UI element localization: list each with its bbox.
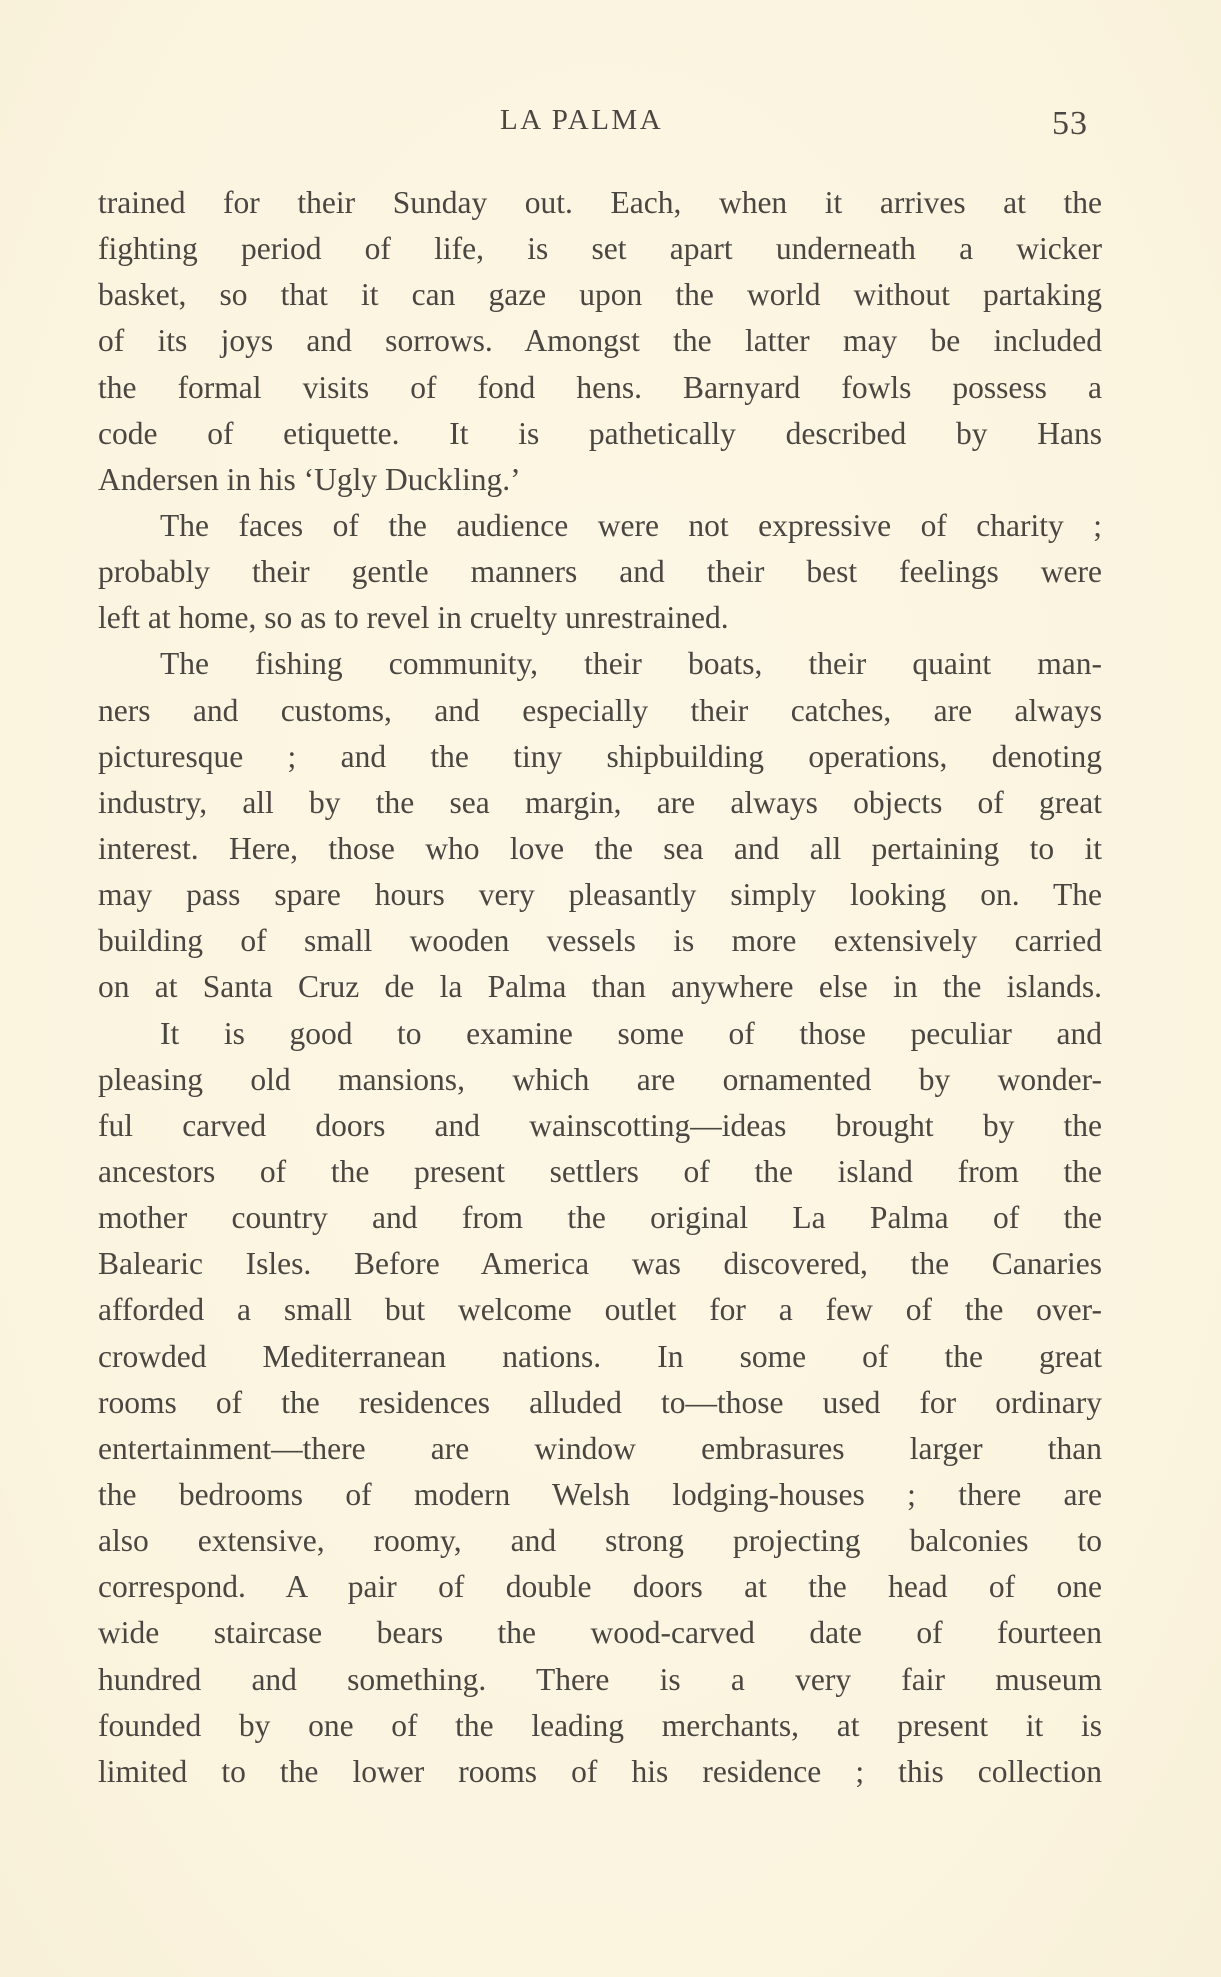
text-line: ners and customs, and especially their catches, are always	[98, 692, 1102, 728]
running-title: LA PALMA	[500, 104, 664, 136]
text-line: basket, so that it can gaze upon the world without partaking	[98, 277, 1102, 313]
text-line: may pass spare hours very pleasantly simply looking on. The	[98, 877, 1102, 913]
text-line: ancestors of the present settlers of the island from the	[98, 1153, 1102, 1189]
paragraph-3	[98, 641, 1102, 1010]
text-line: code of etiquette. It is pathetically described by Hans	[98, 415, 1102, 451]
text-line: probably their gentle manners and their best feelings were	[98, 554, 1102, 590]
paragraph-2	[98, 503, 1102, 641]
text-line: industry, all by the sea margin, are always objects of great	[98, 784, 1102, 820]
text-line: of its joys and sorrows. Amongst the latter may be included	[98, 323, 1102, 359]
text-line: The fishing community, their boats, their quaint man-	[160, 646, 1102, 682]
text-line: on at Santa Cruz de la Palma than anywhere else in the islands.	[98, 969, 1102, 1005]
text-line: correspond. A pair of double doors at the head of one	[98, 1569, 1102, 1605]
text-line: founded by one of the leading merchants, at present it is	[98, 1707, 1102, 1743]
text-line: picturesque ; and the tiny shipbuilding operations, denoting	[98, 738, 1102, 774]
text-line: limited to the lower rooms of his residence ; this collection	[98, 1753, 1102, 1789]
text-line: Andersen in his ‘Ugly Duckling.’	[98, 461, 521, 497]
text-line: pleasing old mansions, which are ornamented by wonder-	[98, 1061, 1102, 1097]
text-line: the bedrooms of modern Welsh lodging-houses ; there are	[98, 1476, 1102, 1512]
text-line: It is good to examine some of those peculiar and	[160, 1015, 1102, 1051]
text-line: the formal visits of fond hens. Barnyard fowls possess a	[98, 369, 1102, 405]
text-line: building of small wooden vessels is more extensively carried	[98, 923, 1102, 959]
text-line: interest. Here, those who love the sea and all pertaining to it	[98, 830, 1102, 866]
text-line: ful carved doors and wainscotting—ideas brought by the	[98, 1107, 1102, 1143]
text-line: wide staircase bears the wood-carved date of fourteen	[98, 1615, 1102, 1651]
paragraph-4	[98, 1011, 1102, 1795]
paragraph-1	[98, 180, 1102, 503]
text-line: The faces of the audience were not expressive of charity ;	[160, 507, 1102, 543]
text-line: crowded Mediterranean nations. In some of the great	[98, 1338, 1102, 1374]
running-head	[0, 100, 1221, 140]
text-line: rooms of the residences alluded to—those used for ordinary	[98, 1384, 1102, 1420]
text-line: hundred and something. There is a very fair museum	[98, 1661, 1102, 1697]
text-line: Balearic Isles. Before America was discovered, the Canaries	[98, 1246, 1102, 1282]
text-line: also extensive, roomy, and strong projecting balconies to	[98, 1523, 1102, 1559]
page-number: 53	[1052, 105, 1088, 142]
text-line: left at home, so as to revel in cruelty unrestrained.	[98, 600, 729, 636]
text-line: entertainment—there are window embrasures larger than	[98, 1430, 1102, 1466]
text-line: afforded a small but welcome outlet for a few of the over-	[98, 1292, 1102, 1328]
text-line: mother country and from the original La Palma of the	[98, 1200, 1102, 1236]
body-text	[98, 180, 1102, 1795]
text-line: trained for their Sunday out. Each, when it arrives at the	[98, 185, 1102, 220]
text-line: fighting period of life, is set apart underneath a wicker	[98, 231, 1102, 267]
